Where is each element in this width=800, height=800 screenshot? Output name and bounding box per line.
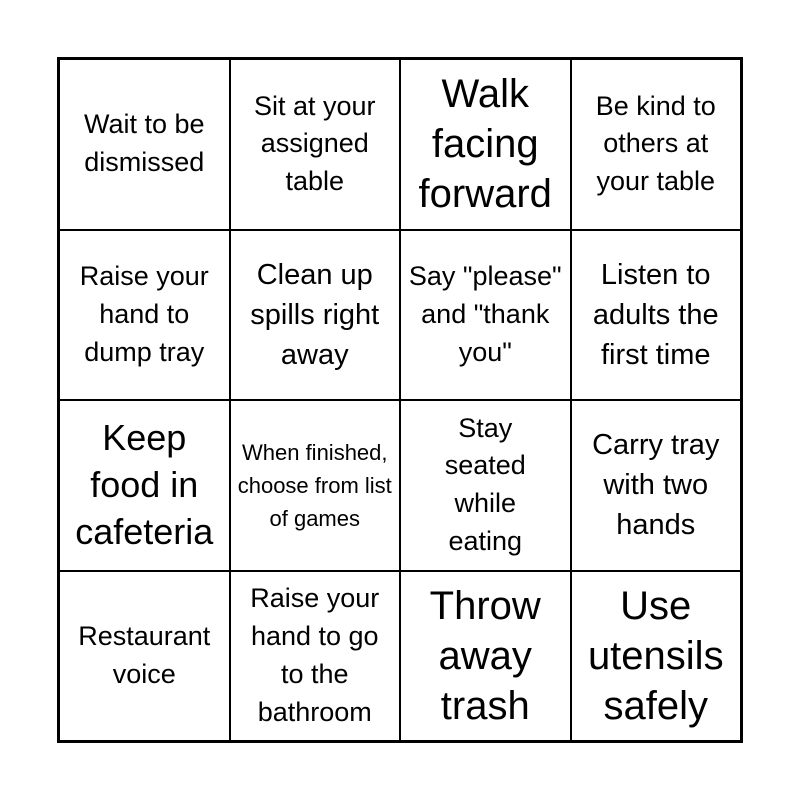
- cell-text: Sit at your assigned table: [253, 90, 376, 197]
- bingo-cell[interactable]: [230, 571, 401, 742]
- bingo-cell[interactable]: [59, 59, 230, 230]
- cell-text: Walk facing forward: [418, 72, 552, 217]
- bingo-cell[interactable]: [230, 400, 401, 571]
- cell-text: Raise your hand to go to the bathroom: [250, 583, 380, 727]
- bingo-cell[interactable]: [571, 400, 742, 571]
- cell-text: Be kind to others at your table: [595, 90, 716, 197]
- cell-text: Restaurant voice: [78, 620, 211, 689]
- bingo-cell[interactable]: [571, 571, 742, 742]
- bingo-cell[interactable]: [230, 230, 401, 401]
- bingo-cell[interactable]: [571, 59, 742, 230]
- cell-text: Say "please" and "thank you": [408, 261, 562, 367]
- bingo-cell[interactable]: [400, 571, 571, 742]
- cell-text: Stay seated while eating: [444, 412, 526, 557]
- cell-text: Raise your hand to dump tray: [79, 261, 209, 367]
- cell-text: Keep food in cafeteria: [75, 417, 214, 552]
- bingo-cell[interactable]: [230, 59, 401, 230]
- bingo-cell[interactable]: [400, 400, 571, 571]
- bingo-cell[interactable]: [59, 400, 230, 571]
- bingo-board: [57, 57, 743, 743]
- cell-text: Clean up spills right away: [250, 258, 380, 371]
- bingo-cell[interactable]: [400, 59, 571, 230]
- cell-text: Carry tray with two hands: [592, 429, 720, 542]
- cell-text: Use utensils safely: [587, 583, 724, 728]
- cell-text: Throw away trash: [429, 583, 541, 728]
- bingo-cell[interactable]: [59, 571, 230, 742]
- bingo-cell[interactable]: [400, 230, 571, 401]
- cell-text: Listen to adults the first time: [592, 258, 719, 371]
- bingo-cell[interactable]: [571, 230, 742, 401]
- cell-text: Wait to be dismissed: [83, 109, 205, 178]
- cell-text: When finished, choose from list of games: [237, 439, 392, 531]
- bingo-cell[interactable]: [59, 230, 230, 401]
